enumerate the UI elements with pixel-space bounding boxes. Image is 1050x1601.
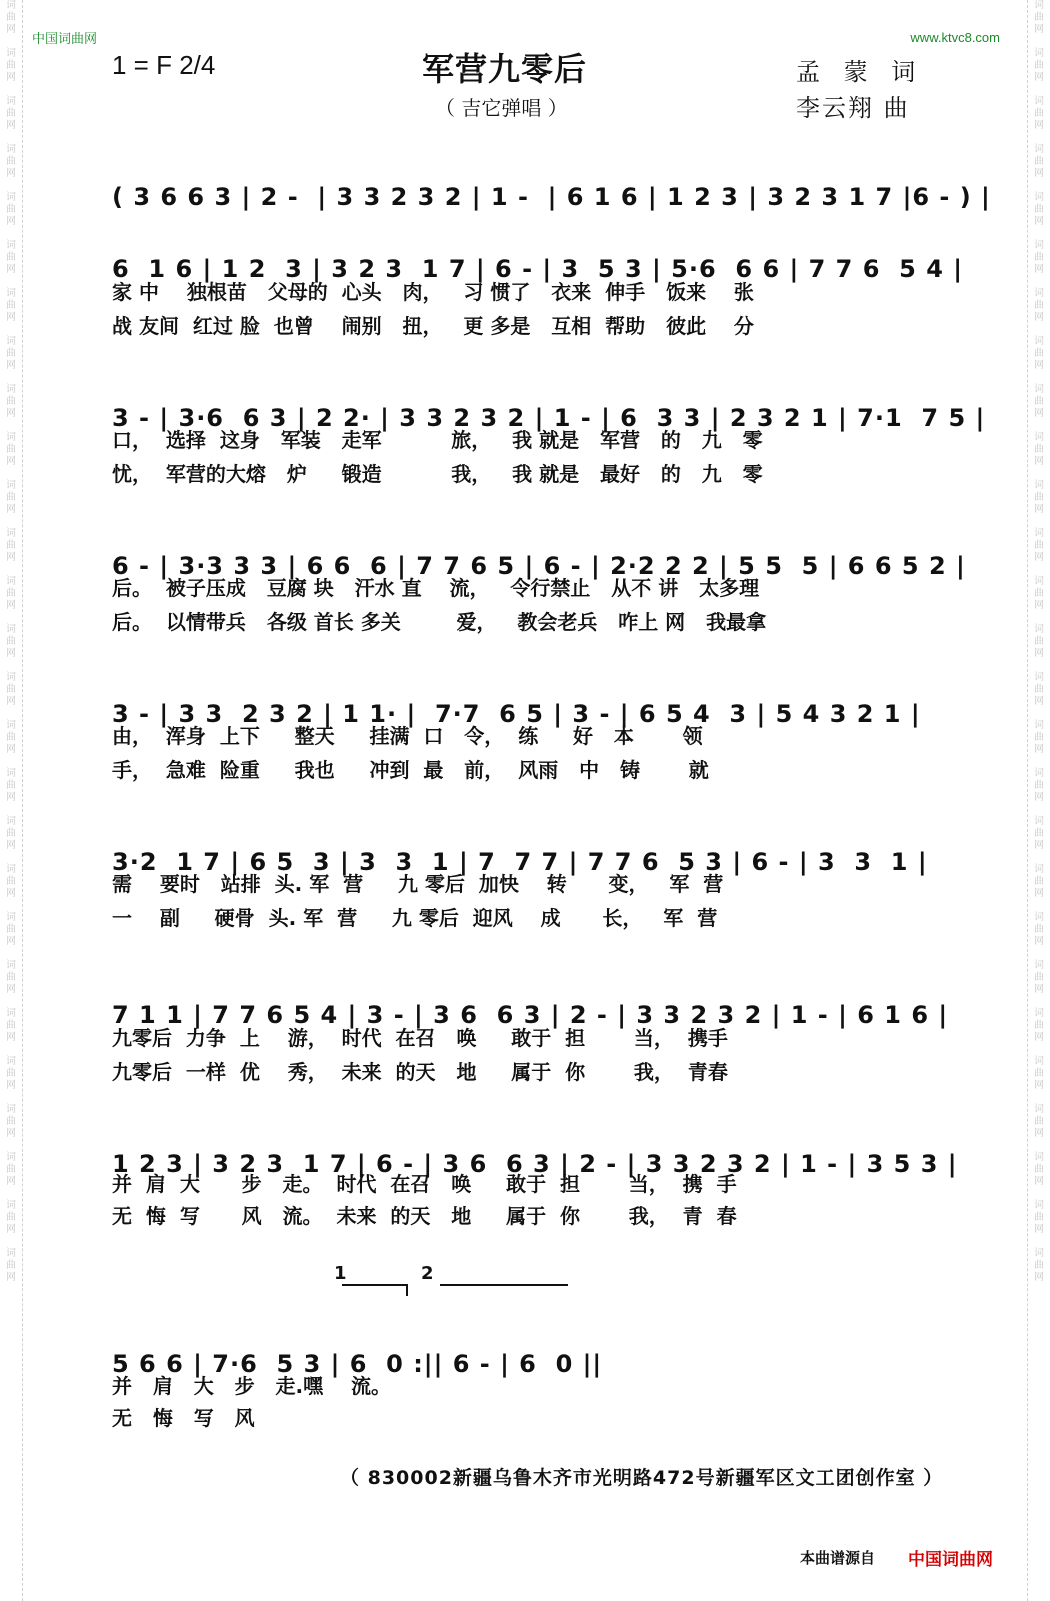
lyric-verse-1: 后。 被子压成 豆腐 块 汗水 直 流， 令行禁止 从不 讲 太多理 [112,576,760,600]
lyric-verse-2: 忧， 军营的大熔 炉 锻造 我， 我 就是 最好 的 九 零 [112,462,763,486]
strip-watermark-text: 词 曲 网 [1034,1104,1044,1139]
strip-watermark-text: 词 曲 网 [1034,672,1044,707]
lyric-verse-1: 需 要时 站排 头. 军 营 九 零后 加快 转 变， 军 营 [112,872,724,896]
strip-watermark-text: 词 曲 网 [6,0,16,35]
strip-watermark-text: 词 曲 网 [1034,240,1044,275]
strip-watermark-text: 词 曲 网 [6,960,16,995]
strip-watermark-text: 词 曲 网 [6,96,16,131]
strip-watermark-text: 词 曲 网 [1034,1152,1044,1187]
strip-watermark-text: 词 曲 网 [6,1008,16,1043]
strip-watermark-text: 词 曲 网 [1034,1008,1044,1043]
song-subtitle: （ 吉它弹唱 ） [435,96,568,120]
strip-watermark-text: 词 曲 网 [1034,384,1044,419]
strip-watermark-text: 词 曲 网 [6,192,16,227]
strip-watermark-text: 词 曲 网 [1034,960,1044,995]
strip-watermark-text: 词 曲 网 [1034,96,1044,131]
strip-watermark-text: 词 曲 网 [1034,0,1044,35]
lyric-verse-2: 无 悔 写 风 流。 未来 的天 地 属于 你 我， 青 春 [112,1204,737,1228]
source-label: 本曲谱源自 [800,1549,876,1567]
lyric-verse-1: 九零后 力争 上 游， 时代 在召 唤 敢于 担 当， 携手 [112,1026,728,1050]
volta-2-bracket [440,1284,568,1296]
strip-watermark-text: 词 曲 网 [1034,192,1044,227]
notation-line: ( 3 6 6 3 | 2 - | 3 3 2 3 2 | 1 - | 6 1 6 | 1 2 3 | 3 2 3 1 7 |6 - ) | [112,183,991,211]
strip-watermark-text: 词 曲 网 [6,432,16,467]
lyric-verse-1: 由， 浑身 上下 整天 挂满 口 令， 练 好 本 领 [112,724,703,748]
strip-watermark-text: 词 曲 网 [1034,912,1044,947]
strip-watermark-text: 词 曲 网 [6,1248,16,1283]
strip-watermark-text: 词 曲 网 [6,288,16,323]
volta-1-number: 1 [334,1263,347,1284]
lyric-verse-2: 战 友间 红过 脸 也曾 闹别 扭， 更 多是 互相 帮助 彼此 分 [112,314,754,338]
strip-watermark-text: 词 曲 网 [6,720,16,755]
strip-watermark-text: 词 曲 网 [6,1200,16,1235]
strip-watermark-text: 词 曲 网 [6,816,16,851]
strip-watermark-text: 词 曲 网 [6,864,16,899]
strip-watermark-text: 词 曲 网 [6,672,16,707]
lyric-verse-1: 并 肩 大 步 走.嘿 流。 [112,1374,392,1398]
score-system [0,155,1050,211]
strip-watermark-text: 词 曲 网 [6,240,16,275]
strip-watermark-text: 词 曲 网 [6,336,16,371]
lyric-verse-2: 九零后 一样 优 秀， 未来 的天 地 属于 你 我， 青春 [112,1060,728,1084]
strip-watermark-text: 词 曲 网 [1034,48,1044,83]
strip-watermark-text: 词 曲 网 [1034,816,1044,851]
strip-watermark-text: 词 曲 网 [1034,864,1044,899]
notation-line: 3 - | 3 3 2 3 2 | 1 1· | 7·7 6 5 | 3 - | 6 5 4 3 | 5 4 3 2 1 | [112,700,921,728]
strip-watermark-text: 词 曲 网 [1034,432,1044,467]
strip-watermark-text: 词 曲 网 [1034,1248,1044,1283]
strip-watermark-text: 词 曲 网 [1034,720,1044,755]
lyric-verse-2: 后。 以情带兵 各级 首长 多关 爱， 教会老兵 咋上 网 我最拿 [112,610,767,634]
strip-watermark-text: 词 曲 网 [6,480,16,515]
strip-watermark-text: 词 曲 网 [6,1152,16,1187]
strip-watermark-text: 词 曲 网 [1034,528,1044,563]
strip-watermark-text: 词 曲 网 [6,624,16,659]
watermark-site-left[interactable]: 中国词曲网 [32,32,98,47]
notation-line: 3 - | 3·6 6 3 | 2 2· | 3 3 2 3 2 | 1 - | 6 3 3 | 2 3 2 1 | 7·1 7 5 | [112,404,986,432]
composer-credit: 李云翔 曲 [796,94,910,122]
strip-watermark-text: 词 曲 网 [6,912,16,947]
strip-watermark-text: 词 曲 网 [1034,1056,1044,1091]
strip-watermark-text: 词 曲 网 [1034,144,1044,179]
strip-watermark-text: 词 曲 网 [6,528,16,563]
volta-2-number: 2 [421,1263,434,1284]
notation-line: 1 2 3 | 3 2 3 1 7 | 6 - | 3 6 6 3 | 2 - | 3 3 2 3 2 | 1 - | 3 5 3 | [112,1150,958,1178]
strip-watermark-text: 词 曲 网 [6,144,16,179]
volta-1-bracket [342,1284,408,1296]
score-system [0,973,1050,1029]
lyric-verse-1: 并 肩 大 步 走。 时代 在召 唤 敢于 担 当， 携 手 [112,1172,737,1196]
notation-line: 6 - | 3·3 3 3 | 6 6 6 | 7 7 6 5 | 6 - | 2·2 2 2 | 5 5 5 | 6 6 5 2 | [112,552,966,580]
lyric-verse-1: 家 中 独根苗 父母的 心头 肉， 习 惯了 衣来 伸手 饭来 张 [112,280,754,304]
strip-watermark-text: 词 曲 网 [6,768,16,803]
composer-address: （ 830002新疆乌鲁木齐市光明路472号新疆军区文工团创作室 ） [340,1467,944,1489]
strip-watermark-text: 词 曲 网 [1034,624,1044,659]
strip-watermark-text: 词 曲 网 [1034,480,1044,515]
lyric-verse-2: 一 副 硬骨 头. 军 营 九 零后 迎风 成 长， 军 营 [112,906,718,930]
lyric-verse-2: 无 悔 写 风 [112,1406,255,1430]
lyric-verse-1: 口， 选择 这身 军装 走军 旅， 我 就是 军营 的 九 零 [112,428,763,452]
strip-watermark-text: 词 曲 网 [1034,576,1044,611]
song-title: 军营九零后 [422,50,588,88]
notation-line: 6 1 6 | 1 2 3 | 3 2 3 1 7 | 6 - | 3 5 3 | 5·6 6 6 | 7 7 6 5 4 | [112,255,964,283]
key-signature: 1 = F 2/4 [112,50,216,80]
strip-watermark-text: 词 曲 网 [1034,288,1044,323]
lyric-verse-2: 手， 急难 险重 我也 冲到 最 前， 风雨 中 铸 就 [112,758,709,782]
strip-watermark-text: 词 曲 网 [6,576,16,611]
watermark-site-right[interactable]: www.ktvc8.com [910,30,1000,45]
lyricist-credit: 孟 蒙 词 [796,58,924,86]
source-site-link[interactable]: 中国词曲网 [908,1550,993,1570]
notation-line: 5 6 6 | 7·6 5 3 | 6 0 :|| 6 - | 6 0 || [112,1350,603,1378]
strip-watermark-text: 词 曲 网 [6,1056,16,1091]
notation-line: 7 1 1 | 7 7 6 5 4 | 3 - | 3 6 6 3 | 2 - | 3 3 2 3 2 | 1 - | 6 1 6 | [112,1001,949,1029]
notation-line: 3·2 1 7 | 6 5 3 | 3 3 1 | 7 7 7 | 7 7 6 5 3 | 6 - | 3 3 1 | [112,848,928,876]
strip-watermark-text: 词 曲 网 [1034,336,1044,371]
score-system [0,227,1050,283]
strip-watermark-text: 词 曲 网 [6,384,16,419]
strip-watermark-text: 词 曲 网 [6,1104,16,1139]
strip-watermark-text: 词 曲 网 [6,48,16,83]
strip-watermark-text: 词 曲 网 [1034,1200,1044,1235]
strip-watermark-text: 词 曲 网 [1034,768,1044,803]
